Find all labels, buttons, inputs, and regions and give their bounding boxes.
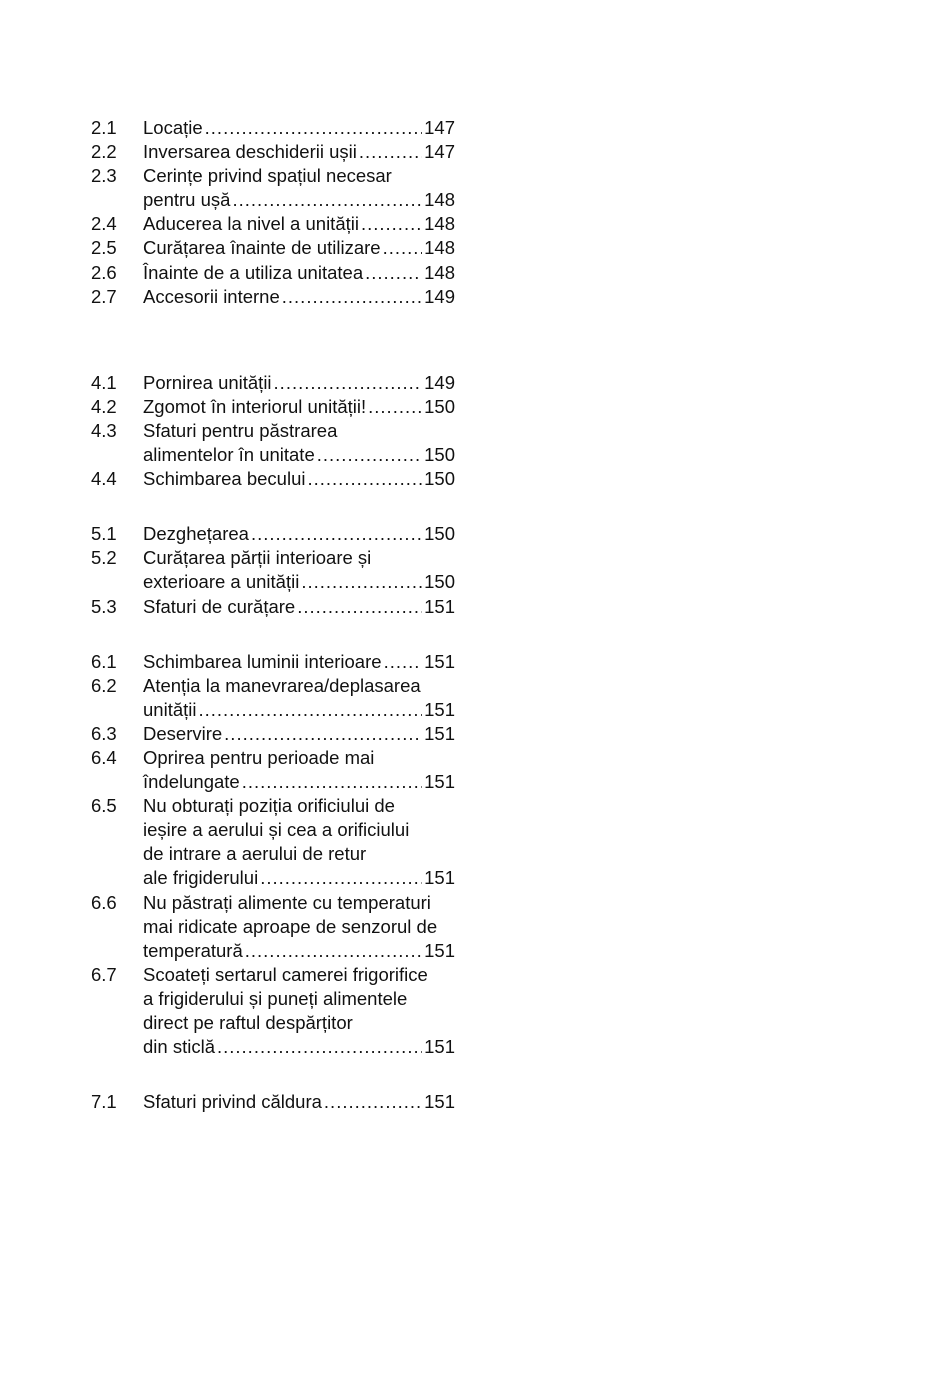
- dot-leader: [198, 698, 422, 722]
- entry-title: [143, 140, 455, 164]
- dot-leader: [368, 395, 422, 419]
- entry-title: [143, 522, 455, 546]
- toc-entry: [91, 467, 471, 491]
- page-number: 151: [424, 1036, 455, 1058]
- title-line: [143, 443, 455, 467]
- title-text: pentru ușă: [143, 189, 231, 211]
- page-number: 151: [424, 867, 455, 889]
- page-number: 151: [424, 595, 455, 617]
- title-line: [143, 794, 455, 818]
- title-text: Atenția la manevrarea/deplasarea: [143, 674, 421, 696]
- section-number: 6.5: [91, 795, 117, 817]
- section-number: 6.1: [91, 650, 117, 672]
- title-line: [143, 842, 455, 866]
- dot-leader: [205, 116, 422, 140]
- entry-title: [143, 212, 455, 236]
- dot-leader: [301, 570, 422, 594]
- toc-entry: [91, 371, 471, 395]
- title-text: îndelungate: [143, 771, 240, 793]
- entry-title: [143, 963, 455, 1059]
- dot-leader: [324, 1090, 422, 1114]
- toc-entry: [91, 546, 471, 594]
- entry-title: [143, 794, 455, 890]
- page-number: 150: [424, 571, 455, 593]
- title-text: Schimbarea luminii interioare: [143, 650, 382, 672]
- toc-entry: [91, 140, 471, 164]
- title-text: Inversarea deschiderii ușii: [143, 141, 357, 163]
- toc-section: [91, 522, 471, 618]
- toc-entry: [91, 746, 471, 794]
- dot-leader: [251, 522, 422, 546]
- page-number: 150: [424, 523, 455, 545]
- title-text: Cerințe privind spațiul necesar: [143, 165, 392, 187]
- entry-title: [143, 595, 455, 619]
- section-number: 2.3: [91, 165, 117, 187]
- dot-leader: [383, 236, 423, 260]
- dot-leader: [359, 140, 422, 164]
- page-number: 150: [424, 468, 455, 490]
- title-text: Sfaturi de curățare: [143, 595, 296, 617]
- entry-title: [143, 546, 455, 594]
- title-line: [143, 546, 455, 570]
- title-text: a frigiderului și puneți alimentele: [143, 987, 408, 1009]
- title-line: [143, 371, 455, 395]
- toc-entry: [91, 963, 471, 1059]
- title-line: [143, 236, 455, 260]
- entry-title: [143, 116, 455, 140]
- section-number: 5.3: [91, 595, 117, 617]
- section-number: 6.7: [91, 963, 117, 985]
- toc-section: [91, 1090, 471, 1114]
- page-number: 149: [424, 285, 455, 307]
- entry-title: [143, 419, 455, 467]
- entry-title: [143, 395, 455, 419]
- section-number: 2.6: [91, 261, 117, 283]
- toc-entry: [91, 261, 471, 285]
- entry-title: [143, 1090, 455, 1114]
- title-line: [143, 674, 455, 698]
- section-number: 4.1: [91, 371, 117, 393]
- toc-entry: [91, 891, 471, 963]
- section-number: 7.1: [91, 1091, 117, 1113]
- title-text: Deservire: [143, 722, 223, 744]
- toc-entry: [91, 794, 471, 890]
- dot-leader: [232, 188, 422, 212]
- title-line: [143, 522, 455, 546]
- dot-leader: [384, 650, 423, 674]
- toc-entry: [91, 522, 471, 546]
- entry-title: [143, 236, 455, 260]
- section-number: 2.5: [91, 237, 117, 259]
- title-text: Înainte de a utiliza unitatea: [143, 261, 364, 283]
- entry-title: [143, 467, 455, 491]
- title-text: Nu obturați poziția orificiului de: [143, 795, 395, 817]
- entry-title: [143, 746, 455, 794]
- section-number: 4.2: [91, 395, 117, 417]
- page-number: 150: [424, 395, 455, 417]
- page-number: 150: [424, 444, 455, 466]
- title-text: din sticlă: [143, 1036, 215, 1058]
- dot-leader: [260, 866, 422, 890]
- section-number: 5.1: [91, 523, 117, 545]
- title-line: [143, 939, 455, 963]
- toc-entry: [91, 395, 471, 419]
- toc-entry: [91, 212, 471, 236]
- table-of-contents: [91, 116, 471, 1114]
- title-line: [143, 866, 455, 890]
- title-text: alimentelor în unitate: [143, 444, 315, 466]
- title-line: [143, 963, 455, 987]
- title-line: [143, 650, 455, 674]
- title-text: Accesorii interne: [143, 285, 280, 307]
- title-line: [143, 212, 455, 236]
- title-text: temperatură: [143, 939, 243, 961]
- title-line: [143, 915, 455, 939]
- section-number: 2.1: [91, 117, 117, 138]
- toc-entry: [91, 164, 471, 212]
- title-line: [143, 1090, 455, 1114]
- dot-leader: [297, 595, 422, 619]
- title-line: [143, 467, 455, 491]
- title-line: [143, 770, 455, 794]
- title-line: [143, 285, 455, 309]
- title-line: [143, 746, 455, 770]
- title-text: Schimbarea becului: [143, 468, 306, 490]
- entry-title: [143, 891, 455, 963]
- toc-entry: [91, 674, 471, 722]
- toc-entry: [91, 236, 471, 260]
- title-text: Pornirea unității: [143, 371, 272, 393]
- title-line: [143, 595, 455, 619]
- title-text: Scoateți sertarul camerei frigorifice: [143, 963, 428, 985]
- title-text: Curățarea părții interioare și: [143, 547, 372, 569]
- toc-section: [91, 371, 471, 491]
- toc-entry: [91, 595, 471, 619]
- section-number: 2.4: [91, 213, 117, 235]
- title-line: [143, 140, 455, 164]
- page-number: 147: [424, 117, 455, 138]
- section-number: 6.4: [91, 746, 117, 768]
- toc-entry: [91, 1090, 471, 1114]
- page-number: 151: [424, 722, 455, 744]
- title-text: exterioare a unității: [143, 571, 300, 593]
- page-number: 151: [424, 698, 455, 720]
- toc-entry: [91, 419, 471, 467]
- title-text: Zgomot în interiorul unității!: [143, 395, 367, 417]
- page-number: 151: [424, 1091, 455, 1113]
- title-text: Nu păstrați alimente cu temperaturi: [143, 891, 431, 913]
- dot-leader: [224, 722, 422, 746]
- page-number: 149: [424, 371, 455, 393]
- section-number: 4.3: [91, 419, 117, 441]
- section-number: 6.6: [91, 891, 117, 913]
- toc-entry: [91, 722, 471, 746]
- entry-title: [143, 371, 455, 395]
- section-number: 2.2: [91, 141, 117, 163]
- title-text: Locație: [143, 117, 203, 138]
- title-line: [143, 570, 455, 594]
- title-text: Oprirea pentru perioade mai: [143, 746, 375, 768]
- toc-entry: [91, 285, 471, 309]
- dot-leader: [282, 285, 422, 309]
- title-line: [143, 987, 455, 1011]
- section-number: 6.3: [91, 722, 117, 744]
- toc-section: [91, 650, 471, 1060]
- entry-title: [143, 164, 455, 212]
- title-line: [143, 116, 455, 140]
- title-text: ale frigiderului: [143, 867, 259, 889]
- title-text: ieșire a aerului și cea a orificiului: [143, 819, 410, 841]
- entry-title: [143, 650, 455, 674]
- section-number: 5.2: [91, 547, 117, 569]
- title-text: mai ridicate aproape de senzorul de: [143, 915, 438, 937]
- entry-title: [143, 674, 455, 722]
- dot-leader: [217, 1035, 422, 1059]
- title-line: [143, 1035, 455, 1059]
- section-number: 4.4: [91, 468, 117, 490]
- title-line: [143, 698, 455, 722]
- title-line: [143, 722, 455, 746]
- toc-entry: [91, 650, 471, 674]
- title-text: Aducerea la nivel a unității: [143, 213, 359, 235]
- entry-title: [143, 722, 455, 746]
- title-text: Sfaturi privind căldura: [143, 1091, 322, 1113]
- dot-leader: [307, 467, 422, 491]
- title-line: [143, 891, 455, 915]
- section-number: 6.2: [91, 674, 117, 696]
- dot-leader: [245, 939, 422, 963]
- page-number: 148: [424, 261, 455, 283]
- entry-title: [143, 285, 455, 309]
- title-text: de intrare a aerului de retur: [143, 843, 367, 865]
- page-number: 148: [424, 237, 455, 259]
- page-number: 151: [424, 939, 455, 961]
- dot-leader: [365, 261, 422, 285]
- toc-section: [91, 116, 471, 309]
- dot-leader: [361, 212, 422, 236]
- title-line: [143, 395, 455, 419]
- title-text: Curățarea înainte de utilizare: [143, 237, 381, 259]
- dot-leader: [317, 443, 422, 467]
- toc-entry: [91, 116, 471, 140]
- title-text: unității: [143, 698, 197, 720]
- section-number: 2.7: [91, 285, 117, 307]
- page-number: 148: [424, 189, 455, 211]
- dot-leader: [242, 770, 422, 794]
- dot-leader: [274, 371, 423, 395]
- title-text: Sfaturi pentru păstrarea: [143, 419, 338, 441]
- entry-title: [143, 261, 455, 285]
- title-line: [143, 419, 455, 443]
- title-line: [143, 818, 455, 842]
- title-line: [143, 1011, 455, 1035]
- page-number: 151: [424, 771, 455, 793]
- title-line: [143, 188, 455, 212]
- title-line: [143, 261, 455, 285]
- title-text: Dezghețarea: [143, 523, 249, 545]
- title-text: direct pe raftul despărțitor: [143, 1012, 353, 1033]
- page-number: 151: [424, 650, 455, 672]
- page-number: 148: [424, 213, 455, 235]
- page-number: 147: [424, 141, 455, 163]
- title-line: [143, 164, 455, 188]
